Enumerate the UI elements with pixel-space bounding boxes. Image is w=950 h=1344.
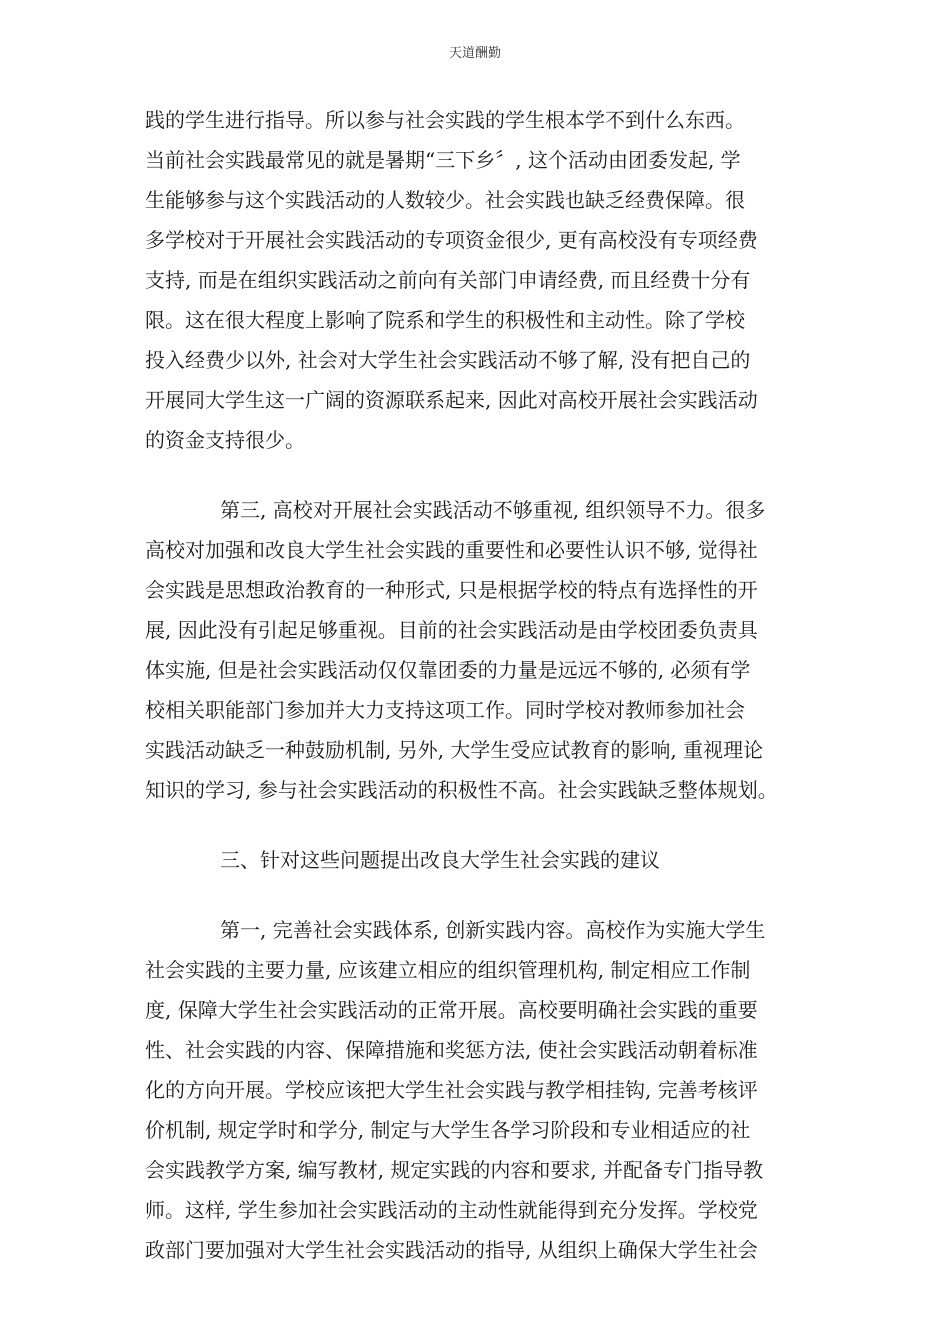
- text-line: 化的方向开展。学校应该把大学生社会实践与教学相挂钩, 完善考核评: [145, 1078, 758, 1102]
- text-line: 会实践是思想政治教育的一种形式, 只是根据学校的特点有选择性的开: [145, 578, 758, 602]
- text-line: 生能够参与这个实践活动的人数较少。社会实践也缺乏经费保障。很: [145, 188, 745, 212]
- text-line: 社会实践的主要力量, 应该建立相应的组织管理机构, 制定相应工作制: [145, 958, 751, 982]
- text-line: 第一, 完善社会实践体系, 创新实践内容。高校作为实施大学生: [220, 918, 766, 942]
- text-line: 当前社会实践最常见的就是暑期“三下乡〞, 这个活动由团委发起, 学: [145, 148, 741, 172]
- text-line: 校相关职能部门参加并大力支持这项工作。同时学校对教师参加社会: [145, 698, 745, 722]
- text-line: 政部门要加强对大学生社会实践活动的指导, 从组织上确保大学生社会: [145, 1238, 758, 1262]
- paragraph-spacer: [145, 880, 817, 910]
- heading-line: 三、针对这些问题提出改良大学生社会实践的建议: [220, 848, 660, 872]
- text-line: 支持, 而是在组织实践活动之前向有关部门申请经费, 而且经费十分有: [145, 268, 751, 292]
- paragraph-1: [145, 100, 817, 460]
- paragraph-3: [145, 910, 817, 1270]
- text-line: 体实施, 但是社会实践活动仅仅靠团委的力量是远远不够的, 必须有学: [145, 658, 751, 682]
- text-line: 会实践教学方案, 编写教材, 规定实践的内容和要求, 并配备专门指导教: [145, 1158, 764, 1182]
- text-line: 第三, 高校对开展社会实践活动不够重视, 组织领导不力。很多: [220, 498, 766, 522]
- page-header: 天道酬勤: [448, 46, 501, 61]
- paragraph-spacer: [145, 810, 817, 840]
- section-heading: [145, 840, 817, 880]
- paragraph-2: [145, 490, 817, 810]
- text-line: 限。这在很大程度上影响了院系和学生的积极性和主动性。除了学校: [145, 308, 745, 332]
- text-line: 价机制, 规定学时和学分, 制定与大学生各学习阶段和专业相适应的社: [145, 1118, 751, 1142]
- text-line: 的资金支持很少。: [145, 428, 305, 452]
- text-line: 多学校对于开展社会实践活动的专项资金很少, 更有高校没有专项经费: [145, 228, 758, 252]
- document-body: [145, 100, 817, 1270]
- text-line: 性、社会实践的内容、保障措施和奖惩方法, 使社会实践活动朝着标准: [145, 1038, 758, 1062]
- text-line: 知识的学习, 参与社会实践活动的积极性不高。社会实践缺乏整体规划。: [145, 778, 778, 802]
- text-line: 实践活动缺乏一种鼓励机制, 另外, 大学生受应试教育的影响, 重视理论: [145, 738, 764, 762]
- text-line: 投入经费少以外, 社会对大学生社会实践活动不够了解, 没有把自己的: [145, 348, 751, 372]
- text-line: 度, 保障大学生社会实践活动的正常开展。高校要明确社会实践的重要: [145, 998, 758, 1022]
- text-line: 展, 因此没有引起足够重视。目前的社会实践活动是由学校团委负责具: [145, 618, 758, 642]
- paragraph-spacer: [145, 460, 817, 490]
- text-line: 师。这样, 学生参加社会实践活动的主动性就能得到充分发挥。学校党: [145, 1198, 758, 1222]
- text-line: 高校对加强和改良大学生社会实践的重要性和必要性认识不够, 觉得社: [145, 538, 758, 562]
- text-line: 践的学生进行指导。所以参与社会实践的学生根本学不到什么东西。: [145, 108, 745, 132]
- text-line: 开展同大学生这一广阔的资源联系起来, 因此对高校开展社会实践活动: [145, 388, 758, 412]
